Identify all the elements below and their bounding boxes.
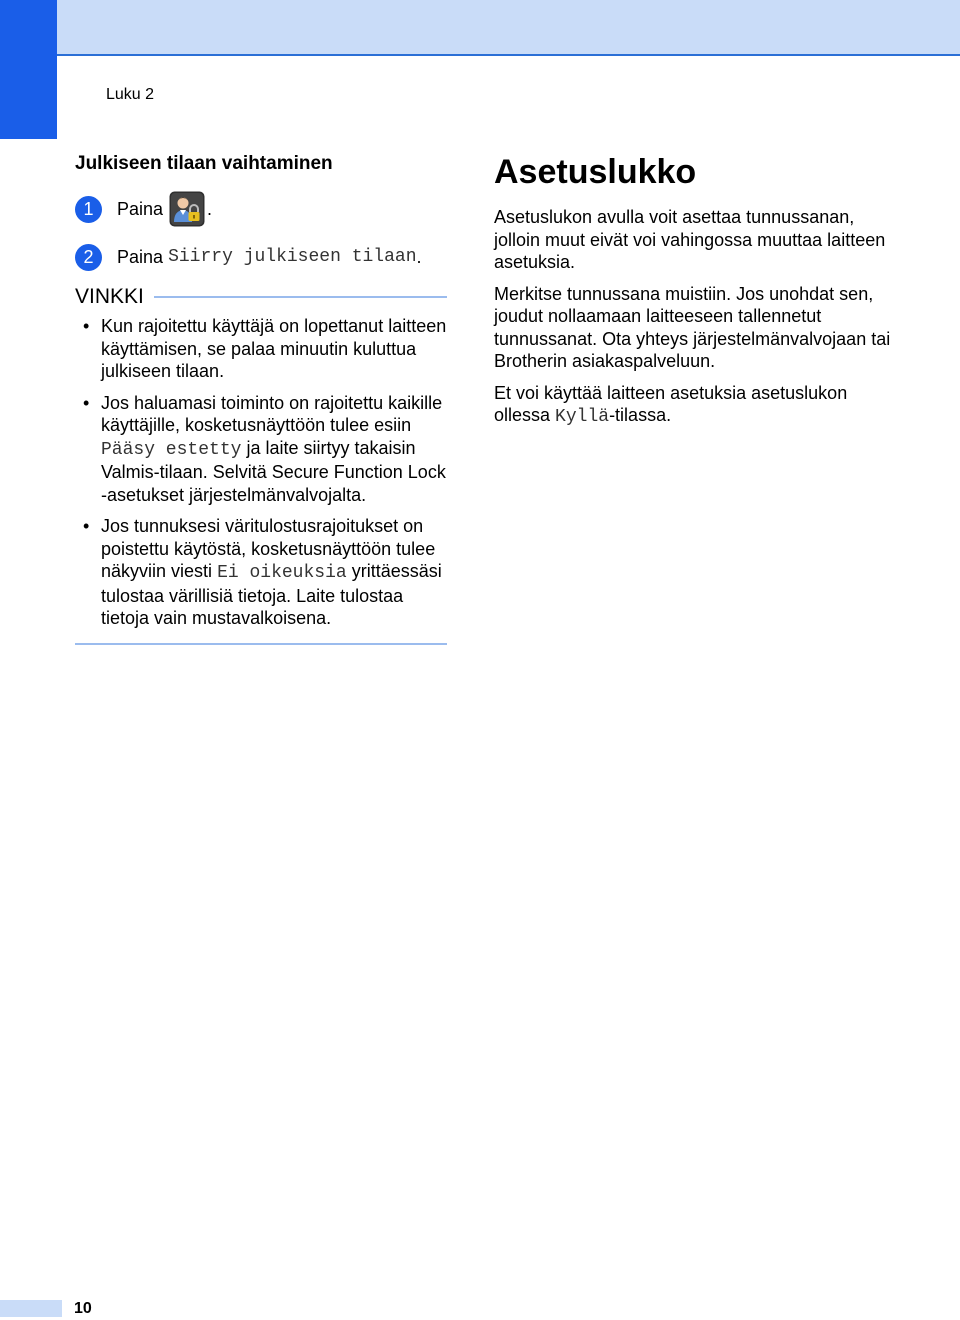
step-number-badge: 2	[75, 244, 102, 271]
step-suffix: .	[207, 198, 213, 219]
note-text: ja laite siirtyy takaisin Valmis-tilaan. Selvitä Secure Function Lock -asetukset järjestelmänvalvojalta.	[101, 437, 446, 505]
bullet-icon: •	[83, 316, 90, 336]
paragraph-text: -tilassa.	[609, 405, 672, 425]
screen-button-label: Siirry julkiseen tilaan	[168, 247, 417, 267]
step-number-badge: 1	[75, 196, 102, 223]
chapter-label: Luku 2	[106, 86, 155, 103]
paragraph: Asetuslukon avulla voit asettaa tunnussanan, jolloin muut eivät voi vahingossa muuttaa laitteen asetuksia.	[494, 207, 886, 272]
user-lock-icon	[169, 191, 205, 227]
screen-message: Pääsy estetty	[101, 439, 242, 460]
screen-value: Kyllä	[555, 407, 610, 427]
note-list	[75, 315, 447, 630]
bullet-icon: •	[83, 392, 90, 413]
page-number: 10	[74, 1300, 92, 1317]
chapter-tab	[0, 0, 57, 139]
footer-band	[0, 1300, 62, 1317]
step-suffix: .	[416, 246, 422, 267]
page-title: Asetuslukko	[494, 153, 697, 191]
step-1	[75, 189, 447, 229]
right-column	[494, 153, 894, 438]
step-text: Paina	[117, 198, 164, 219]
note-title: VINKKI	[75, 285, 144, 308]
bullet-icon: •	[83, 516, 90, 536]
step-text: Paina	[117, 246, 164, 267]
note-header	[75, 285, 447, 309]
note-text: Jos haluamasi toiminto on rajoitettu kaikille käyttäjille, kosketusnäyttöön tulee esiin	[101, 392, 443, 435]
note-text: Jos tunnuksesi väritulostusrajoitukset on poistettu käytöstä, kosketusnäyttöön tulee näkyviin viesti	[101, 516, 436, 581]
paragraph	[494, 382, 894, 429]
note-text: yrittäessäsi tulostaa värillisiä tietoja. Laite tulostaa tietoja vain mustavalkoisena.	[101, 561, 442, 628]
screen-message: Ei oikeuksia	[217, 563, 347, 583]
note-text: Kun rajoitettu käyttäjä on lopettanut laitteen käyttämisen, se palaa minuutin kuluttua julkiseen tilaan.	[101, 316, 447, 381]
paragraph-text: Et voi käyttää laitteen asetuksia asetuslukon ollessa	[494, 382, 848, 425]
paragraph: Merkitse tunnussana muistiin. Jos unohdat sen, joudut nollaamaan laitteeseen tallennetut tunnussanat. Ota yhteys järjestelmänvalvojaan tai Brotherin asiakaspalveluun.	[494, 283, 891, 371]
list-item	[75, 515, 447, 630]
note-rule	[154, 296, 447, 298]
list-item	[75, 315, 447, 383]
section-title: Julkiseen tilaan vaihtaminen	[75, 153, 333, 174]
note-bottom-rule	[75, 643, 447, 645]
list-item	[75, 392, 447, 507]
step-2	[75, 237, 447, 277]
left-column	[75, 153, 447, 645]
header-band	[0, 0, 960, 56]
